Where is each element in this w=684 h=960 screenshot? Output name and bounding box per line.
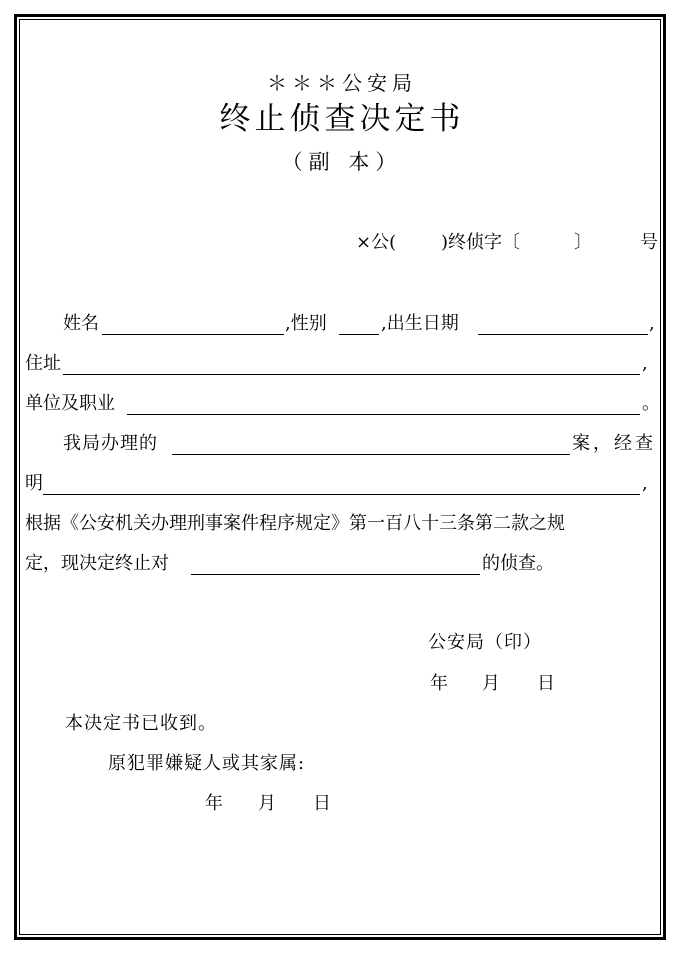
decision-field-line xyxy=(191,574,480,575)
receipt-month: 月 xyxy=(258,793,277,814)
doc-number-bracket-close: 〕 xyxy=(574,232,592,253)
name-label: 姓名 xyxy=(63,313,99,334)
receipt-year: 年 xyxy=(205,793,224,814)
found-label: 明 xyxy=(25,473,43,494)
decision-suffix: 的侦查。 xyxy=(482,553,554,574)
receipt-recipient: 原犯罪嫌疑人或其家属: xyxy=(108,753,306,774)
unit-field-line xyxy=(127,414,640,415)
case-prefix: 我局办理的 xyxy=(63,433,158,454)
decision-prefix: 定，现决定终止对 xyxy=(25,553,169,574)
line1-comma: , xyxy=(649,313,655,334)
doc-number-suffix: 号 xyxy=(640,232,658,253)
receipt-day: 日 xyxy=(313,793,332,814)
receipt-statement: 本决定书已收到。 xyxy=(65,713,217,734)
document-title: 终止侦查决定书 xyxy=(219,101,465,137)
found-field-line xyxy=(43,494,640,495)
unit-label: 单位及职业 xyxy=(25,393,115,414)
signature-year: 年 xyxy=(430,673,449,694)
line3-period: 。 xyxy=(642,393,660,414)
line5-comma: , xyxy=(642,473,648,494)
signature-month: 月 xyxy=(482,673,501,694)
issuer-seal: 公安局（印） xyxy=(428,632,542,653)
dob-field-line xyxy=(478,334,648,335)
gender-field-line xyxy=(339,334,379,335)
case-suffix: 案，经查 xyxy=(572,433,656,454)
agency-name: ＊＊＊公安局 xyxy=(267,71,417,95)
doc-number-prefix: ×公( xyxy=(356,232,397,253)
line2-comma: , xyxy=(642,353,648,374)
address-label: 住址 xyxy=(25,353,61,374)
signature-day: 日 xyxy=(537,673,556,694)
doc-number-middle: )终侦字〔 xyxy=(441,232,521,253)
legal-basis: 根据《公安机关办理刑事案件程序规定》第一百八十三条第二款之规 xyxy=(25,513,565,534)
gender-label: ,性别 xyxy=(285,313,327,334)
name-field-line xyxy=(102,334,284,335)
address-field-line xyxy=(63,374,640,375)
dob-label: ,出生日期 xyxy=(381,313,459,334)
case-field-line xyxy=(172,454,570,455)
document-subtitle: （副 本） xyxy=(281,150,403,174)
